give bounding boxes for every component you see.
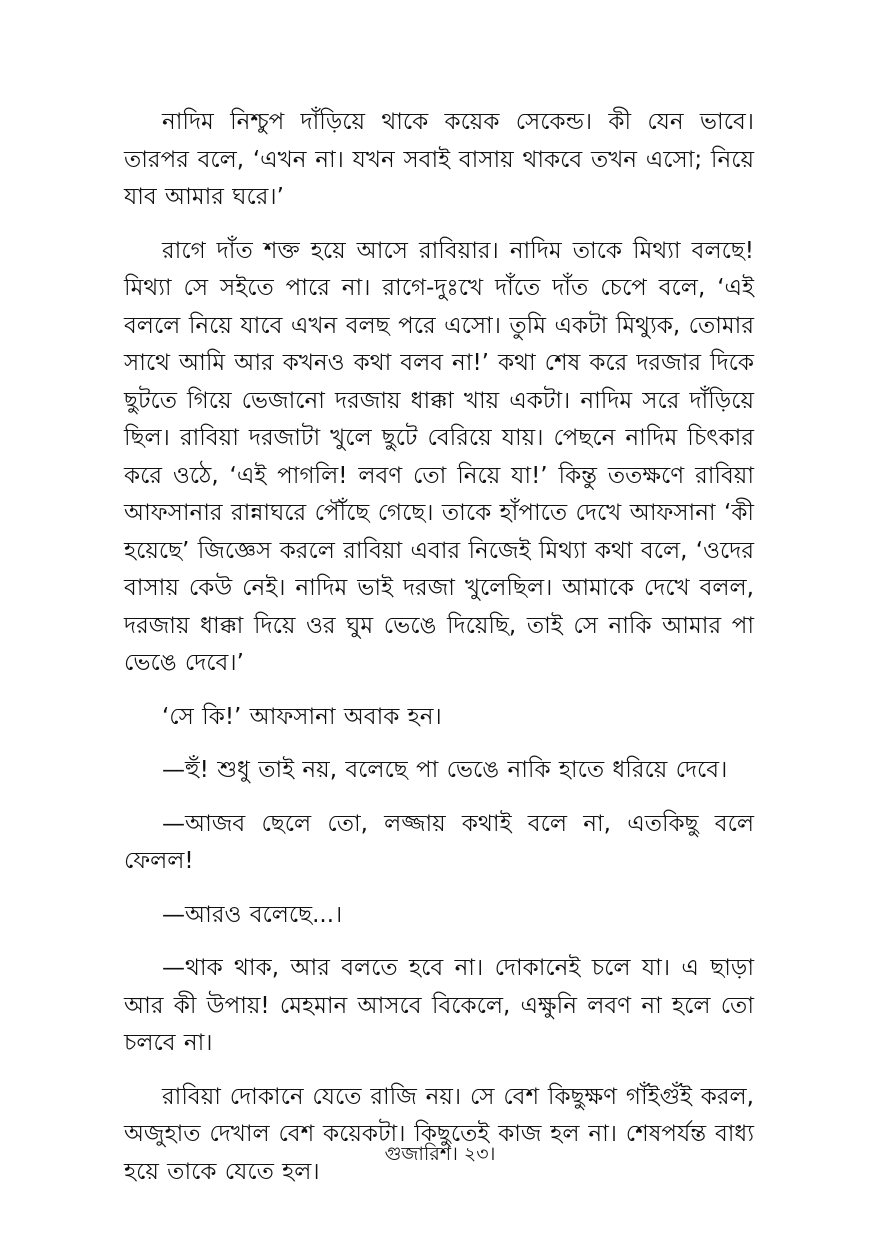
paragraph-2: রাগে দাঁত শক্ত হয়ে আসে রাবিয়ার। নাদিম তাকে মিথ্যা বলছে! মিথ্যা সে সইতে পারে না। রাগে-দুঃখে দাঁতে দাঁত চেপে বলে, ‘এই বললে নিয়ে যাবে এখন বলছ পরে এসো। তুমি একটা মিথ্যুক, তোমার সাথে আমি আর কখনও কথা বলব না!’ কথা শেষ করে দরজার দিকে ছুটতে গিয়ে ভেজানো দরজায় ধাক্কা খায় একটা। নাদিম সরে দাঁড়িয়ে ছিল। রাবিয়া দরজাটা খুলে ছুটে বেরিয়ে যায়। পেছনে নাদিম চিৎকার করে ওঠে, ‘এই পাগলি! লবণ তো নিয়ে যা!’ কিন্তু ততক্ষণে রাবিয়া আফসানার রান্নাঘরে পৌঁছে গেছে। তাকে হাঁপাতে দেখে আফসানা ‘কী হয়েছে’ জিজ্ঞেস করলে রাবিয়া এবার নিজেই মিথ্যা কথা বলে, ‘ওদের বাসায় কেউ নেই। নাদিম ভাই দরজা খুলেছিল। আমাকে দেখে বলল, দরজায় ধাক্কা দিয়ে ওর ঘুম ভেঙে দিয়েছি, তাই সে নাকি আমার পা ভেঙে দেবে।’ (124, 237, 754, 676)
paragraph-5: —আজব ছেলে তো, লজ্জায় কথাই বলে না, এতকিছু বলে ফেলল! (124, 810, 754, 874)
paragraph-8: রাবিয়া দোকানে যেতে রাজি নয়। সে বেশ কিছুক্ষণ গাঁইগুঁই করল, অজুহাত দেখাল বেশ কয়েকটা। কিছুতেই কাজ হল না। শেষপর্যন্ত বাধ্য হয়ে তাকে যেতে হল। (124, 1083, 754, 1185)
paragraph-6: —আরও বলেছে...। (162, 901, 343, 928)
paragraph-7: —থাক থাক, আর বলতে হবে না। দোকানেই চলে যা। এ ছাড়া আর কী উপায়! মেহমান আসবে বিকেলে, এক্ষুনি লবণ না হলে তো চলবে না। (124, 955, 754, 1056)
paragraph-4: —হুঁ! শুধু তাই নয়, বলেছে পা ভেঙে নাকি হাতে ধরিয়ে দেবে। (162, 757, 728, 783)
page-footer: গুজারিশ। ২৩। (384, 1143, 496, 1165)
paragraph-3: ‘সে কি!’ আফসানা অবাক হন। (162, 703, 442, 730)
page-body (124, 104, 754, 1207)
paragraph-1: নাদিম নিশ্চুপ দাঁড়িয়ে থাকে কয়েক সেকেন্ড। কী যেন ভাবে। তারপর বলে, ‘এখন না। যখন সবাই বাসায় থাকবে তখন এসো; নিয়ে যাব আমার ঘরে।’ (124, 109, 754, 210)
